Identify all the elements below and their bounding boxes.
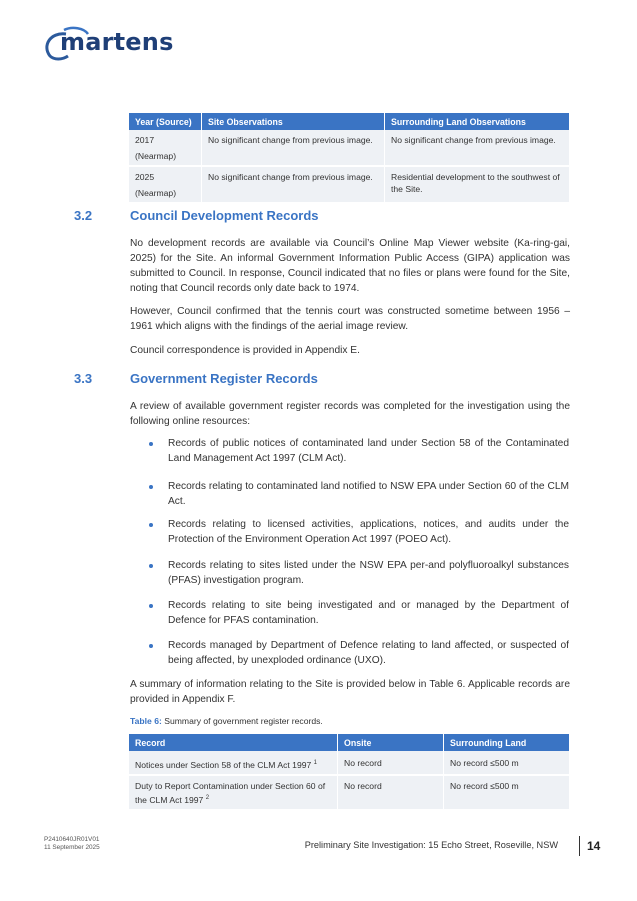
column-header: Surrounding Land [444,734,570,751]
list-item: Records relating to contaminated land notified to NSW EPA under Section 60 of the CLM Act. [168,481,569,507]
list-item: Records managed by Department of Defence relating to land affected, or suspected of being affected, by unexploded ordinance (UXO). [168,640,569,666]
table-cell: 2017 (Nearmap) [129,130,202,166]
paragraph: A review of available government register records was completed for the investigation using the following online resources: [130,401,570,427]
list-item: Records of public notices of contaminated land under Section 58 of the Contaminated Land Management Act 1997 (CLM Act). [168,438,569,464]
footer-title: Preliminary Site Investigation: 15 Echo Street, Roseville, NSW [304,840,558,850]
table-cell: No record [338,775,444,810]
table-cell: Notices under Section 58 of the CLM Act 1997 $^1$ [129,751,338,775]
table-cell: No record [338,751,444,775]
table-row [129,775,570,810]
section-title: Council Development Records [130,208,319,223]
column-header: Surrounding Land Observations [385,113,570,130]
paragraph: Council correspondence is provided in Appendix E. [130,345,360,356]
column-header: Site Observations [202,113,385,130]
paragraph: However, Council confirmed that the tennis court was constructed sometime between 1956 – 1961 which aligns with the findings of the aerial image review. [130,306,570,332]
table-cell: No record ≤500 m [444,751,570,775]
table-header-row [129,734,570,751]
bullet-icon [149,644,153,648]
footer-divider [579,836,580,856]
bullet-icon [149,485,153,489]
aerial-observations-table [129,113,570,204]
list-item: Records relating to site being investigated and or managed by the Department of Defence for PFAS contamination. [168,600,569,626]
column-header: Onsite [338,734,444,751]
table-cell: No significant change from previous image. [202,130,385,166]
footer-reference: P2410640JR01V01 11 September 2025 [44,836,100,851]
table-cell: 2025 (Nearmap) [129,166,202,203]
list-item: Records relating to sites listed under the NSW EPA per-and polyfluoroalkyl substances (PFAS) investigation program. [168,560,569,586]
table-cell: Duty to Report Contamination under Section 60 of the CLM Act 1997 $^2$ [129,775,338,810]
table-row [129,166,570,203]
column-header: Record [129,734,338,751]
table-header-row [129,113,570,130]
bullet-icon [149,604,153,608]
column-header: Year (Source) [129,113,202,130]
table-cell: No significant change from previous image. [202,166,385,203]
table-cell: No record ≤500 m [444,775,570,810]
section-number: 3.3 [74,371,93,386]
table-caption: Table 6: Summary of government register records. [130,716,323,726]
table-cell: Residential development to the southwest of the Site. [385,166,570,203]
paragraph: No development records are available via Council’s Online Map Viewer website (Ka-ring-gai, 2025) for the Site. An informal Government Information Public Access (GIPA) application was submitted to Council. In response, Council indicated that no files or plans were found for the Site, noting that Council records only date back to 1974. [130,238,570,294]
section-number: 3.2 [74,208,93,223]
paragraph: A summary of information relating to the Site is provided below in Table 6. Applicable records are provided in Appendix F. [130,679,570,705]
bullet-icon [149,442,153,446]
table-cell: No significant change from previous image. [385,130,570,166]
list-item: Records relating to licensed activities, applications, notices, and audits under the Protection of the Environment Operation Act 1997 (POEO Act). [168,519,569,545]
government-records-table [129,734,570,811]
table-row [129,130,570,166]
logo-wordmark: martens [60,28,174,56]
section-title: Government Register Records [130,371,318,386]
page-number: 14 [587,839,601,853]
table-row [129,751,570,775]
bullet-icon [149,523,153,527]
bullet-icon [149,564,153,568]
